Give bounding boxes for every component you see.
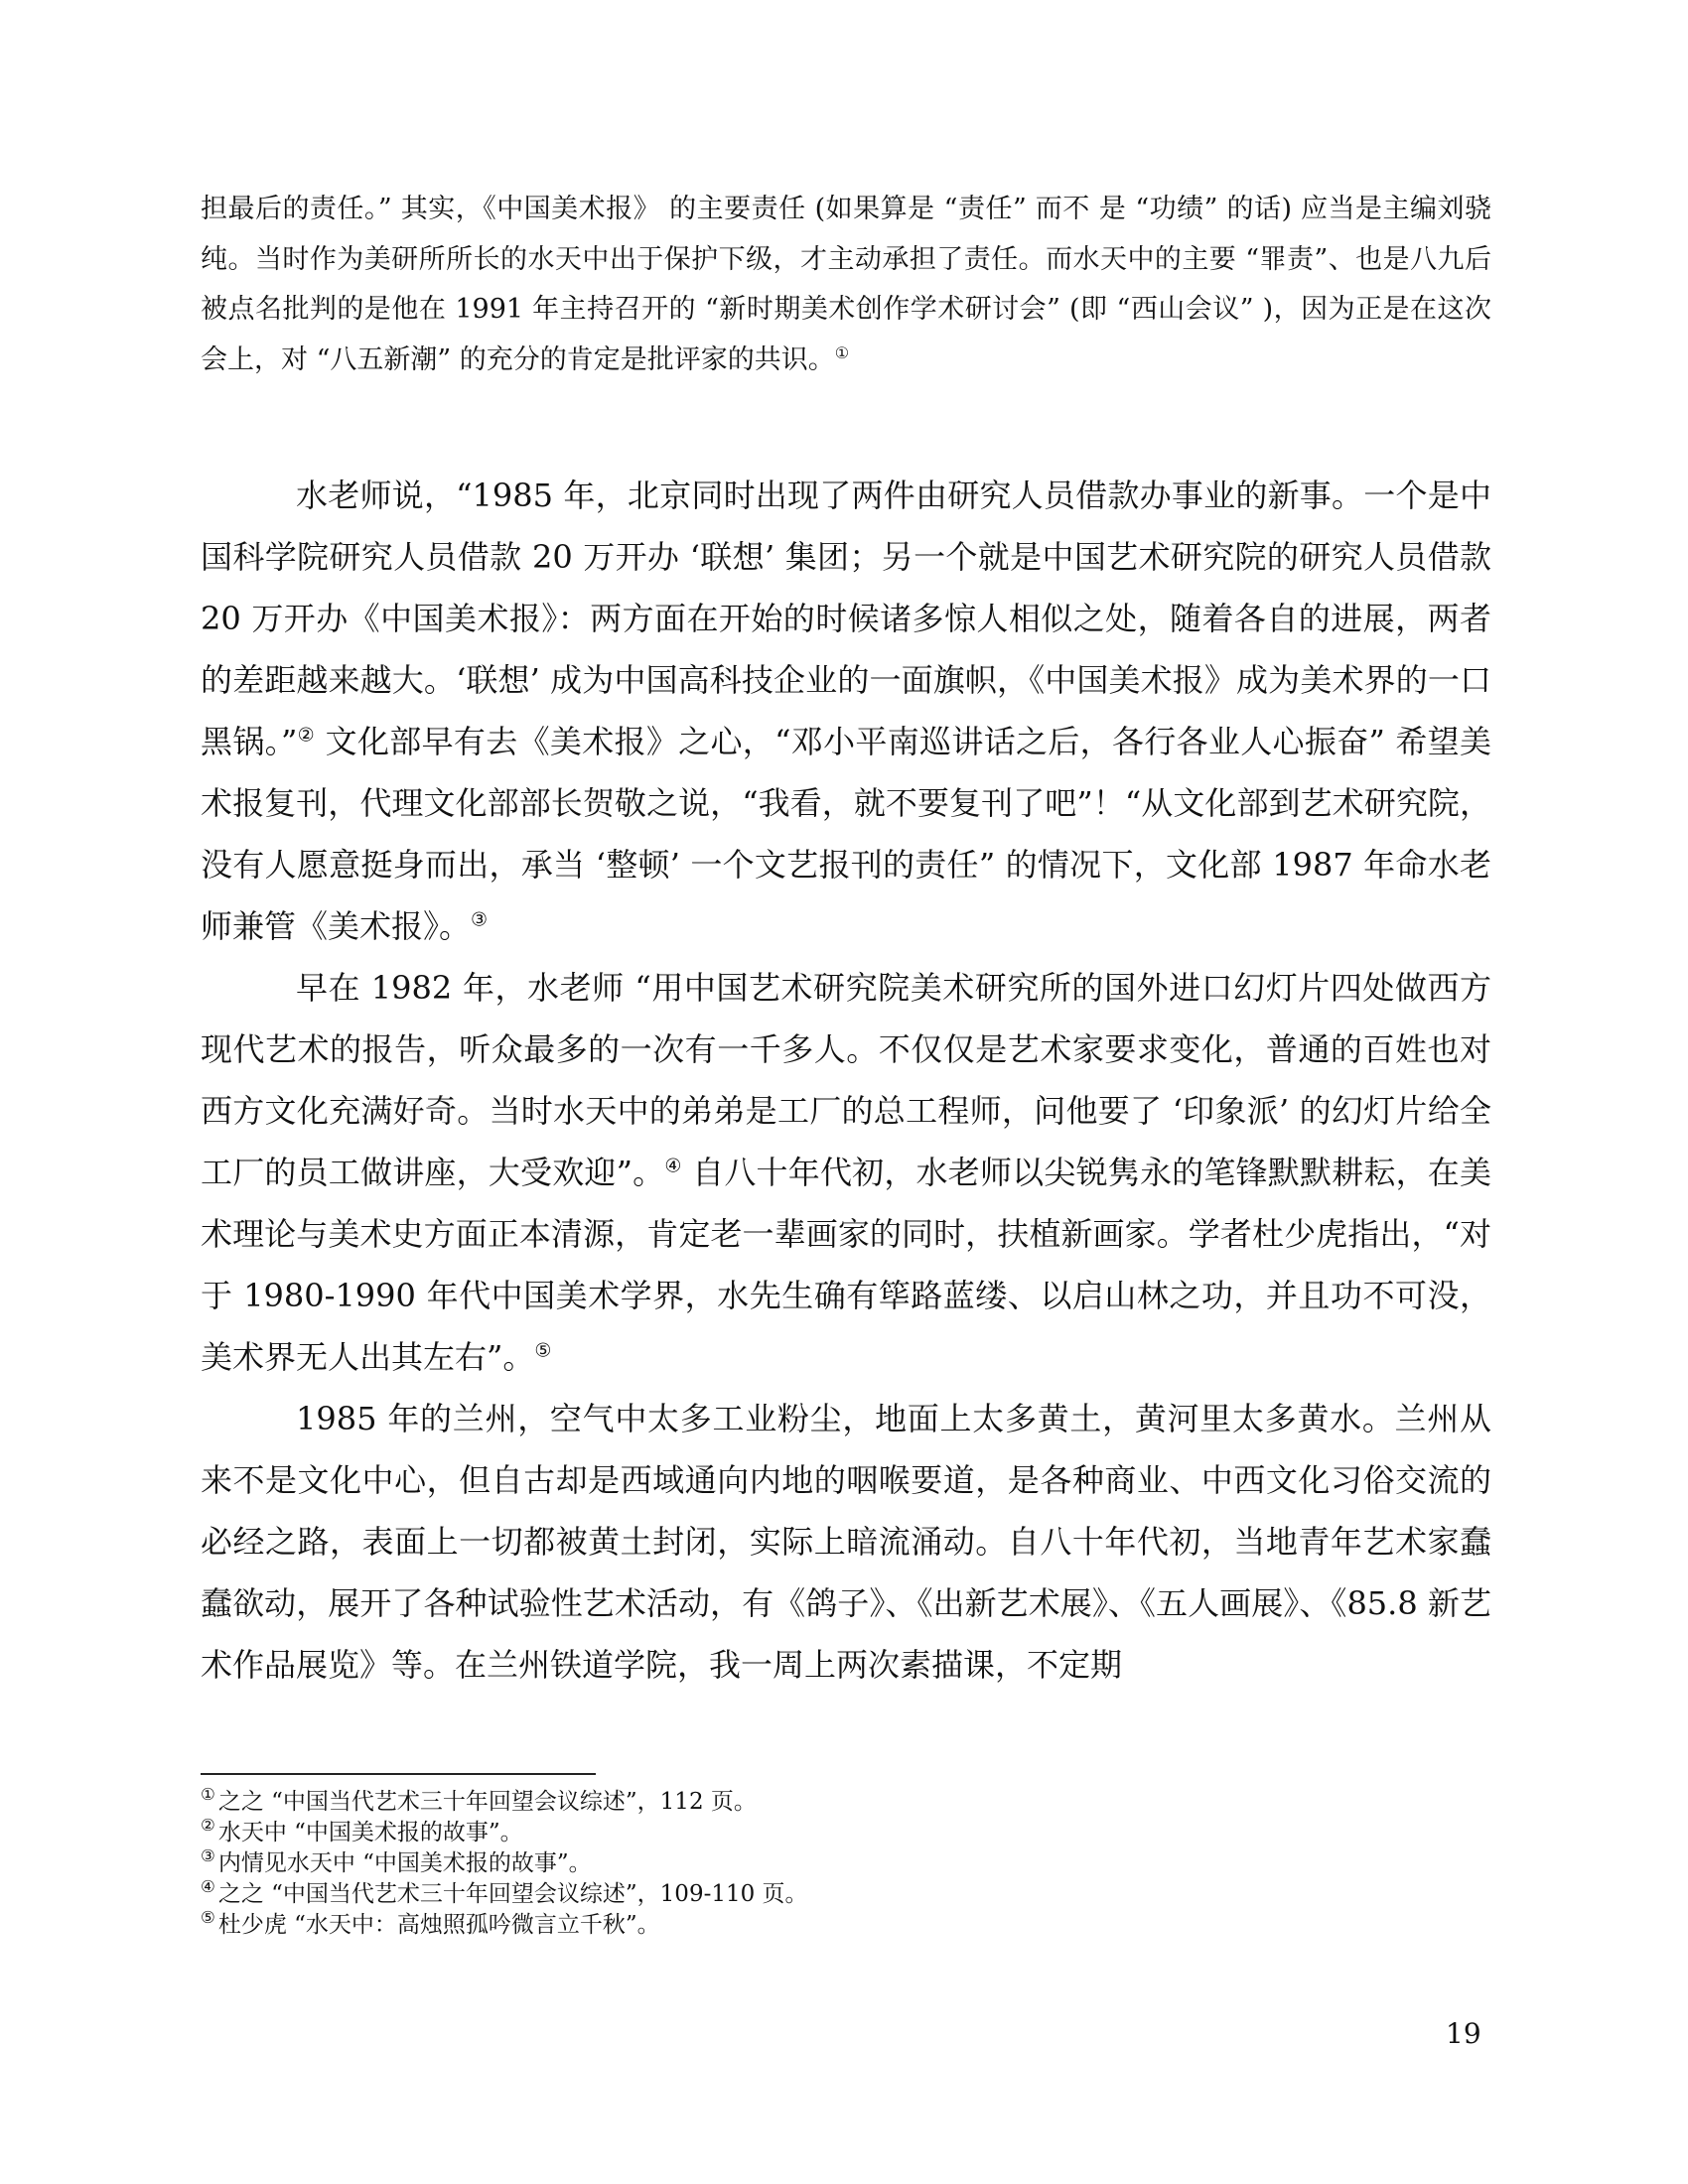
footnote-4 [201, 1879, 1491, 1910]
paragraph-1 [201, 465, 1491, 957]
footnote-mark: ⑤ [201, 1908, 215, 1928]
footnote-text: 之之 “中国当代艺术三十年回望会议综述”，109-110 页。 [217, 1881, 808, 1907]
footnote-3 [201, 1848, 1491, 1879]
paragraph-2 [201, 957, 1491, 1388]
footnote-reference: ④ [664, 1154, 682, 1177]
page-number: 19 [1446, 2017, 1481, 2050]
footnote-reference: ① [834, 342, 850, 362]
footnote-reference: ② [297, 723, 316, 747]
footnote-mark: ④ [201, 1877, 215, 1897]
quoted-passage [201, 185, 1491, 385]
paragraph-text: 自八十年代初，水老师以尖锐隽永的笔锋默默耕耘，在美术理论与美术史方面正本清源，肯定老一辈画家的同时，扶植新画家。学者杜少虎指出，“对于 1980-1990 年代中国美术学界，水先生确有筚路蓝缕、以启山林之功，并且功不可没，美术界无人出其左右”。 [201, 1154, 1491, 1376]
footnotes [201, 1787, 1491, 1941]
quoted-paragraph [201, 185, 1491, 385]
footnote-separator [201, 1773, 596, 1775]
paragraph-text: 早在 1982 年，水老师 “用中国艺术研究院美术研究所的国外进口幻灯片四处做西方现代艺术的报告，听众最多的一次有一千多人。不仅仅是艺术家要求变化，普通的百姓也对西方文化充满好奇。当时水天中的弟弟是工厂的总工程师，问他要了 ‘印象派’ 的幻灯片给全工厂的员工做讲座，大受欢迎”。 [201, 969, 1491, 1191]
footnote-2 [201, 1818, 1491, 1848]
footnote-1 [201, 1787, 1491, 1818]
footnote-mark: ② [201, 1816, 215, 1836]
paragraph-text: 1985 年的兰州，空气中太多工业粉尘，地面上太多黄土，黄河里太多黄水。兰州从来不是文化中心，但自古却是西域通向内地的咽喉要道，是各种商业、中西文化习俗交流的必经之路，表面上一切都被黄土封闭，实际上暗流涌动。自八十年代初，当地青年艺术家蠢蠢欲动，展开了各种试验性艺术活动，有《鸽子》、《出新艺术展》、《五人画展》、《85.8 新艺术作品展览》等。在兰州铁道学院，我一周上两次素描课，不定期 [201, 1400, 1491, 1684]
paragraph-text: 文化部早有去《美术报》之心，“邓小平南巡讲话之后，各行各业人心振奋” 希望美术报复刊，代理文化部部长贺敬之说，“我看，就不要复刊了吧”！“从文化部到艺术研究院，没有人愿意挺身而出，承当 ‘整顿’ 一个文艺报刊的责任” 的情况下，文化部 1987 年命水老师兼管《美术报》。 [201, 723, 1491, 945]
footnote-text: 之之 “中国当代艺术三十年回望会议综述”，112 页。 [217, 1789, 757, 1815]
paragraph-text: 水老师说，“1985 年，北京同时出现了两件由研究人员借款办事业的新事。一个是中国科学院研究人员借款 20 万开办 ‘联想’ 集团；另一个就是中国艺术研究院的研究人员借款 20 万开办《中国美术报》：两方面在开始的时候诸多惊人相似之处，随着各自的进展，两者的差距越来越大。‘联想’ 成为中国高科技企业的一面旗帜，《中国美术报》成为美术界的一口黑锅。” [201, 477, 1491, 760]
footnote-5 [201, 1910, 1491, 1941]
footnote-mark: ③ [201, 1846, 215, 1866]
footnote-reference: ⑤ [534, 1338, 552, 1362]
paragraph-3 [201, 1388, 1491, 1696]
body-text [201, 465, 1491, 1696]
footnote-reference: ③ [471, 907, 489, 931]
footnote-text: 内情见水天中 “中国美术报的故事”。 [217, 1850, 592, 1876]
footnote-text: 水天中 “中国美术报的故事”。 [217, 1820, 523, 1845]
footnote-mark: ① [201, 1785, 215, 1805]
quoted-text: 担最后的责任。” 其实，《中国美术报》 的主要责任 (如果算是 “责任” 而不 是 “功绩” 的话) 应当是主编刘骁纯。当时作为美研所所长的水天中出于保护下级，才主动承担了责任。而水天中的主要 “罪责”、也是八九后被点名批判的是他在 1991 年主持召开的 “新时期美术创作学术研讨会” (即 “西山会议” )，因为正是在这次会上，对 “八五新潮” 的充分的肯定是批评家的共识。 [201, 194, 1491, 375]
footnote-text: 杜少虎 “水天中：高烛照孤吟微言立千秋”。 [217, 1912, 660, 1938]
